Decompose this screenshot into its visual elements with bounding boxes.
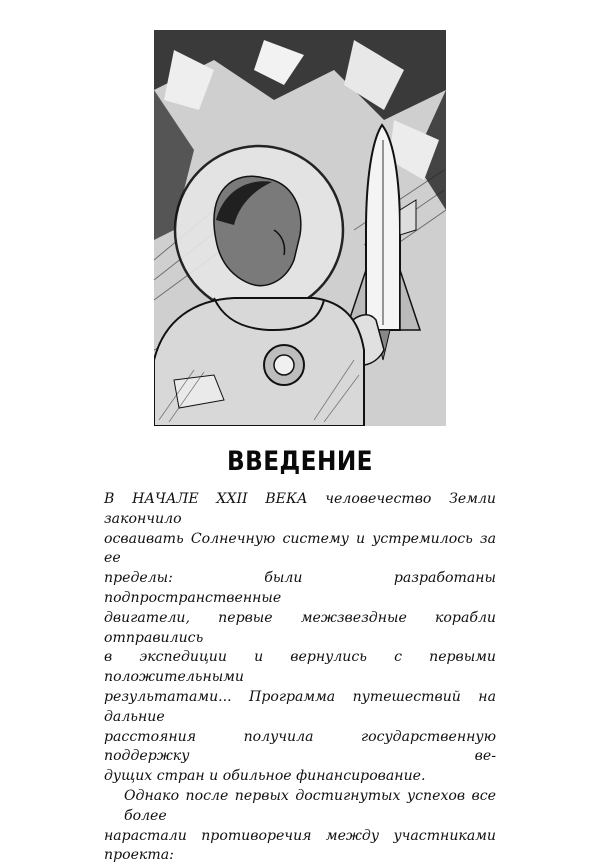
body-text	[104, 490, 496, 866]
text-line: В НАЧАЛЕ XXII ВЕКА человечество Земли закончило	[104, 491, 496, 527]
text-line: Однако после первых достигнутых успехов все более	[124, 787, 496, 824]
illustration-drawing	[154, 30, 446, 426]
paragraph-1	[104, 490, 496, 787]
text-line: нарастали противоречия между участниками проекта:	[104, 827, 496, 864]
text-line: результатами... Программа путешествий на дальние	[104, 688, 496, 725]
chapter-heading: ВВЕДЕНИЕ	[227, 446, 373, 477]
text-line: осваивать Солнечную систему и устремилось за ее	[104, 530, 496, 567]
text-line: двигатели, первые межзвездные корабли отправились	[104, 609, 496, 646]
astronaut-rocket-illustration	[154, 30, 446, 426]
text-line: в экспедиции и вернулись с первыми положительными	[104, 649, 496, 686]
paragraph-2	[104, 787, 496, 866]
text-line: дущих стран и обильное финансирование.	[104, 768, 426, 785]
text-line: пределы: были разработаны подпространственные	[104, 570, 496, 606]
text-line: расстояния получила государственную поддержку ве-	[104, 728, 496, 765]
